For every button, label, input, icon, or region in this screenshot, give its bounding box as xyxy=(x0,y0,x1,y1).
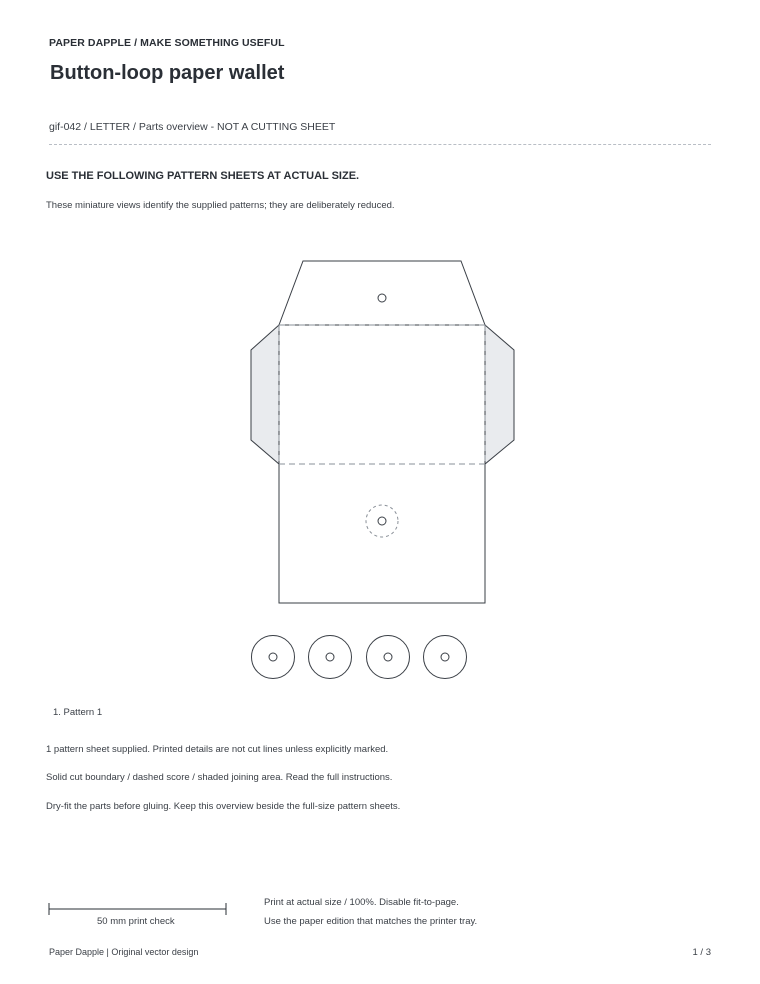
note-dry-fit: Dry-fit the parts before gluing. Keep this overview beside the full-size pattern sheets. xyxy=(46,801,401,812)
brand-line: PAPER DAPPLE / MAKE SOMETHING USEFUL xyxy=(49,37,285,49)
instructions-subtext: These miniature views identify the supplied patterns; they are deliberately reduced. xyxy=(46,200,395,211)
button-disc-hole xyxy=(326,653,334,661)
print-note-actual-size: Print at actual size / 100%. Disable fit-to-page. xyxy=(264,897,459,908)
left-glue-tab xyxy=(251,325,279,464)
note-sheets-supplied: 1 pattern sheet supplied. Printed details are not cut lines unless explicitly marked. xyxy=(46,744,389,755)
top-flap xyxy=(279,261,485,325)
print-note-paper-edition: Use the paper edition that matches the printer tray. xyxy=(264,916,478,927)
footer-credit: Paper Dapple | Original vector design xyxy=(49,947,199,957)
flap-button-hole xyxy=(378,294,386,302)
page-title: Button-loop paper wallet xyxy=(50,62,285,84)
button-disc-hole xyxy=(441,653,449,661)
document-meta: gif-042 / LETTER / Parts overview - NOT A CUTTING SHEET xyxy=(49,121,336,133)
body-button-hole xyxy=(378,517,386,525)
pattern-caption: 1. Pattern 1 xyxy=(53,707,103,718)
instructions-heading: USE THE FOLLOWING PATTERN SHEETS AT ACTUAL SIZE. xyxy=(46,170,360,182)
note-line-legend: Solid cut boundary / dashed score / shaded joining area. Read the full instructions. xyxy=(46,772,393,783)
right-glue-tab xyxy=(485,325,514,464)
button-discs xyxy=(252,636,467,679)
scale-bar xyxy=(49,903,226,915)
button-disc-hole xyxy=(269,653,277,661)
button-disc-hole xyxy=(384,653,392,661)
page-number: 1 / 3 xyxy=(692,947,711,958)
scale-check-label: 50 mm print check xyxy=(97,916,175,927)
